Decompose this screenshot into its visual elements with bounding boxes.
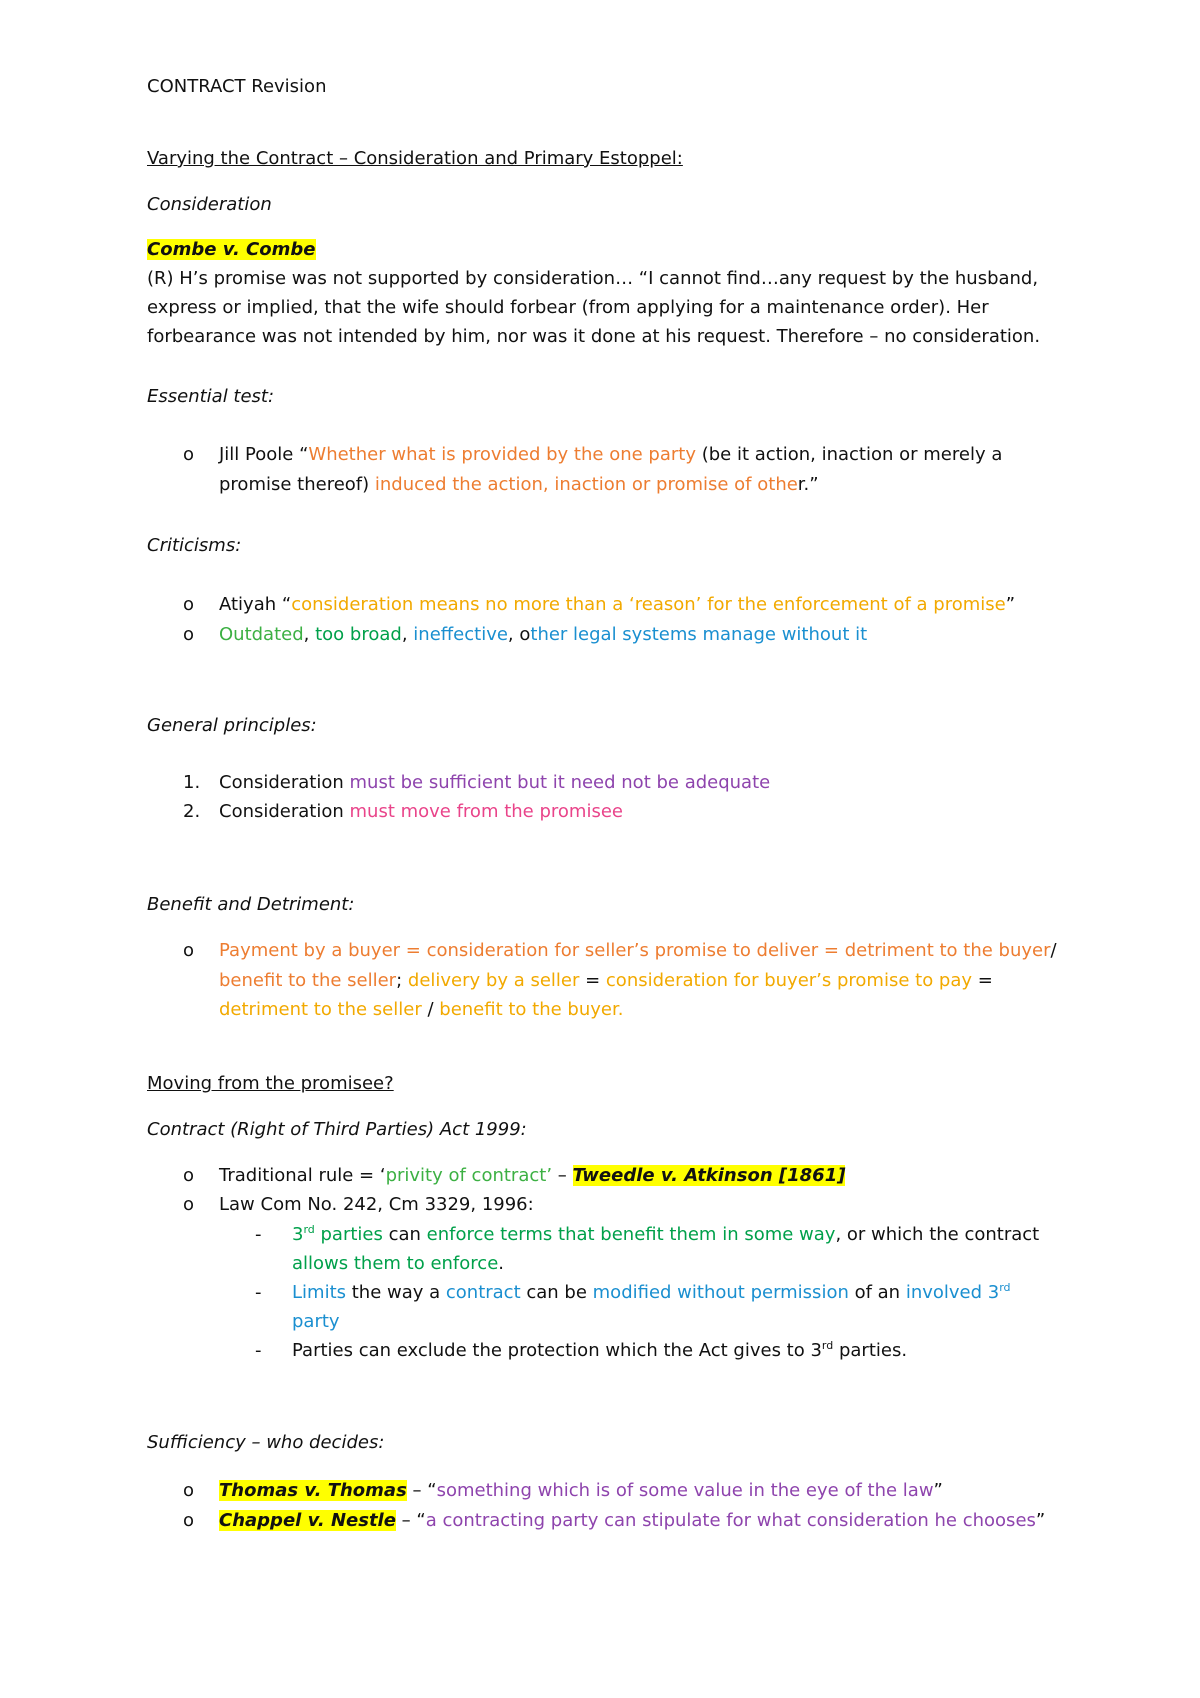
text: rd xyxy=(821,1339,834,1352)
case-name: Chappel v. Nestle xyxy=(219,1510,396,1531)
doc-title: CONTRACT Revision xyxy=(147,76,327,97)
text: parties. xyxy=(833,1340,908,1361)
text: Payment by a buyer = xyxy=(219,940,427,961)
bullet-marker: o xyxy=(183,444,195,465)
text: involved 3 xyxy=(905,1282,1000,1303)
benefit-detriment-label: Benefit and Detriment: xyxy=(147,894,355,915)
text: parties xyxy=(314,1224,383,1245)
text: 3 xyxy=(292,1224,304,1245)
dash-marker: - xyxy=(255,1340,262,1361)
text: . xyxy=(498,1253,504,1274)
text: ” xyxy=(933,1480,943,1501)
benefit-line-1 xyxy=(219,940,1057,962)
text: the way a xyxy=(346,1282,446,1303)
text: , or which the contract xyxy=(835,1224,1040,1245)
text: / xyxy=(421,999,440,1020)
combe-line-2: express or implied, that the wife should forbear (from applying for a maintenance order). Her xyxy=(147,297,989,318)
text: ineffective xyxy=(413,624,508,645)
text: etriment to the buyer xyxy=(856,940,1051,961)
text: must move from the promisee xyxy=(349,801,623,822)
text: benefit to the seller xyxy=(219,970,397,991)
chappel-case-line xyxy=(219,1510,1045,1532)
bullet-marker: o xyxy=(183,940,195,961)
law-com: Law Com No. 242, Cm 3329, 1996: xyxy=(219,1194,534,1215)
case-name: Combe v. Combe xyxy=(147,239,316,260)
bullet-marker: o xyxy=(183,1194,195,1215)
text: induced the action, inaction or promise of othe xyxy=(374,474,798,495)
text: must be sufficient but it need not be adequate xyxy=(349,772,771,793)
bullet-marker: o xyxy=(183,1510,195,1531)
text: Consideration xyxy=(219,772,350,793)
text: ” xyxy=(1035,1510,1046,1531)
text: delivery by a seller xyxy=(407,970,580,991)
principle-2 xyxy=(219,801,623,823)
limits-line-1 xyxy=(292,1282,1011,1304)
dash-marker: - xyxy=(255,1224,262,1245)
criticisms-label: Criticisms: xyxy=(147,535,242,556)
combe-line-1: (R) H’s promise was not supported by consideration… “I cannot find…any request by the husband, xyxy=(147,268,1039,289)
text: allows them to enforce xyxy=(292,1253,499,1274)
text: benefit to the buyer. xyxy=(439,999,624,1020)
moving-promisee-label: Moving from the promisee? xyxy=(147,1073,394,1094)
text: ; xyxy=(396,970,408,991)
dash-marker: - xyxy=(255,1282,262,1303)
text: ” xyxy=(1005,594,1016,615)
text: rd xyxy=(999,1281,1011,1294)
list-number-1: 1. xyxy=(183,772,201,793)
benefit-line-2 xyxy=(219,970,993,992)
essential-bullet-line-1 xyxy=(219,444,1002,466)
text: Outdated xyxy=(219,624,304,645)
text: too broad xyxy=(315,624,402,645)
general-principles-label: General principles: xyxy=(147,715,317,736)
text: Traditional rule = ‘ xyxy=(219,1165,386,1186)
third-party-line-2 xyxy=(292,1253,504,1275)
text: consideration means no more than a ‘reason’ for the enforcement of a promise xyxy=(291,594,1006,615)
act-label: Contract (Right of Third Parties) Act 1999: xyxy=(147,1119,527,1140)
text: Jill Poole “ xyxy=(219,444,309,465)
text: Whether what is provided by the one party xyxy=(308,444,696,465)
list-number-2: 2. xyxy=(183,801,201,822)
text: – “ xyxy=(395,1510,426,1531)
case-name: Thomas v. Thomas xyxy=(219,1480,407,1501)
essential-test-label: Essential test: xyxy=(147,386,275,407)
text: Limits xyxy=(292,1282,346,1303)
text: something which is of some value in the eye of the law xyxy=(436,1480,934,1501)
text: – “ xyxy=(406,1480,437,1501)
text: , o xyxy=(507,624,531,645)
traditional-rule xyxy=(219,1165,845,1187)
text: of an xyxy=(848,1282,906,1303)
text: , xyxy=(303,624,316,645)
sufficiency-label: Sufficiency – who decides: xyxy=(147,1432,385,1453)
exclude-line xyxy=(292,1340,907,1362)
text: enforce terms that benefit them in some way xyxy=(426,1224,836,1245)
text: consideration for buyer’s promise to pay xyxy=(605,970,973,991)
text: Parties can exclude the protection which the Act gives to 3 xyxy=(292,1340,822,1361)
text: consideration for seller’s promise to deliver = d xyxy=(426,940,857,961)
text: Consideration xyxy=(219,801,350,822)
text: r.” xyxy=(797,474,819,495)
combe-case xyxy=(147,239,316,261)
benefit-line-3 xyxy=(219,999,623,1021)
text: promise thereof) xyxy=(219,474,375,495)
principle-1 xyxy=(219,772,770,794)
text: = xyxy=(972,970,993,991)
criticism-atiyah xyxy=(219,594,1015,616)
case-name: Tweedle v. Atkinson [1861] xyxy=(572,1165,846,1186)
text: can xyxy=(382,1224,427,1245)
criticism-outdated xyxy=(219,624,867,646)
text: rd xyxy=(303,1223,315,1236)
text: privity of contract’ xyxy=(385,1165,553,1186)
thomas-case-line xyxy=(219,1480,943,1502)
bullet-marker: o xyxy=(183,624,195,645)
text: detriment to the seller xyxy=(219,999,422,1020)
section-heading: Varying the Contract – Consideration and Primary Estoppel: xyxy=(147,148,683,169)
third-party-line-1 xyxy=(292,1224,1039,1246)
text: / xyxy=(1050,940,1057,961)
limits-line-2: party xyxy=(292,1311,340,1332)
bullet-marker: o xyxy=(183,1480,195,1501)
text: can be xyxy=(520,1282,593,1303)
text: – xyxy=(552,1165,573,1186)
text: (be it action, inaction or merely a xyxy=(695,444,1003,465)
text: Atiyah “ xyxy=(219,594,292,615)
combe-line-3: forbearance was not intended by him, nor was it done at his request. Therefore – no consideration. xyxy=(147,326,1041,347)
bullet-marker: o xyxy=(183,1165,195,1186)
text: ther legal systems manage without it xyxy=(530,624,868,645)
essential-bullet-line-2 xyxy=(219,474,819,496)
text: modified without permission xyxy=(592,1282,849,1303)
consideration-label: Consideration xyxy=(147,194,272,215)
text: a contracting party can stipulate for what consideration he chooses xyxy=(425,1510,1036,1531)
bullet-marker: o xyxy=(183,594,195,615)
text: contract xyxy=(445,1282,521,1303)
text: , xyxy=(401,624,414,645)
text: = xyxy=(579,970,606,991)
